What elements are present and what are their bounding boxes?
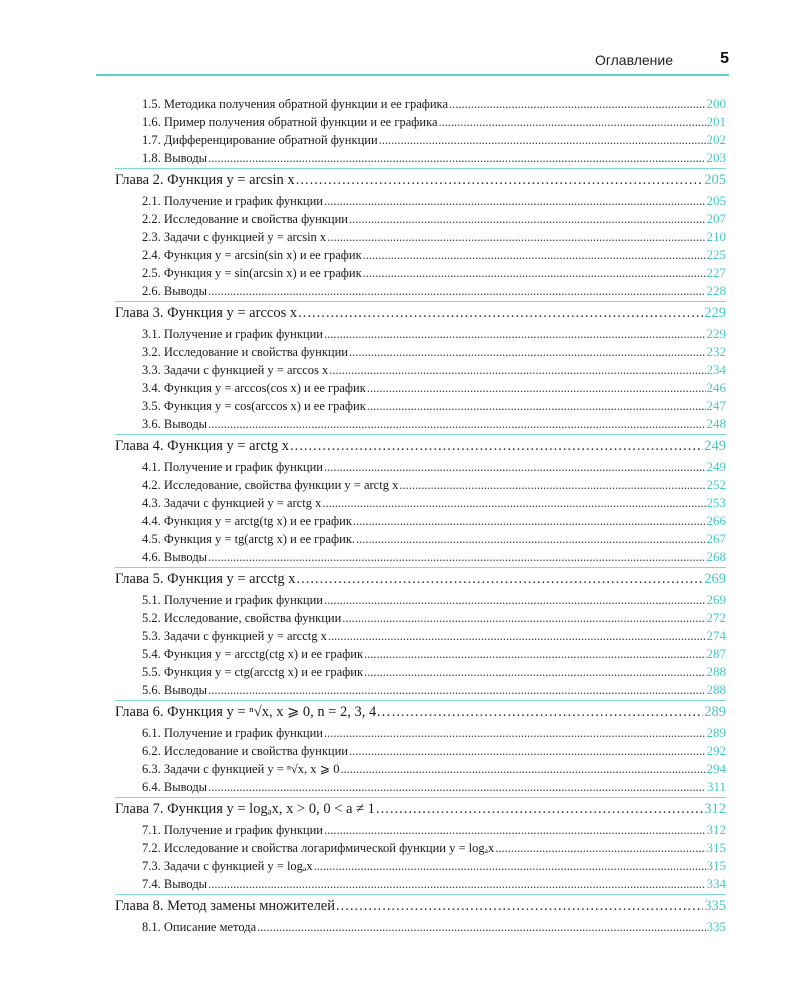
toc-chapter[interactable]: [115, 898, 726, 917]
toc-entry-page[interactable]: 200: [706, 96, 726, 111]
toc-entry-page[interactable]: 202: [706, 132, 726, 147]
toc-entry[interactable]: [142, 398, 726, 415]
leader-dots: [349, 345, 706, 360]
toc-chapter-page[interactable]: 229: [704, 305, 726, 321]
toc-entry-page[interactable]: 203: [706, 150, 726, 165]
toc-entry[interactable]: [142, 193, 726, 210]
toc-entry[interactable]: [142, 628, 726, 645]
toc-chapter-page[interactable]: 249: [704, 438, 726, 454]
toc-entry-label: 5.6. Выводы: [142, 683, 208, 697]
toc-entry-label: 4.6. Выводы: [142, 550, 208, 564]
leader-dots: [208, 284, 705, 299]
toc-entry-page[interactable]: 268: [706, 549, 726, 564]
toc-entry-page[interactable]: 315: [706, 840, 726, 855]
page-header: [96, 50, 729, 70]
toc-entry-page[interactable]: 229: [706, 326, 726, 341]
toc-entry-page[interactable]: 288: [706, 682, 726, 697]
toc-entry-label: 4.2. Исследование, свойства функции y = arctg x: [142, 478, 399, 492]
toc-chapter-label: Глава 3. Функция y = arccos x: [115, 305, 298, 321]
toc-entry-label: 1.7. Дифференцирование обратной функции: [142, 133, 378, 147]
leader-dots: [329, 363, 705, 378]
toc-entry-page[interactable]: 274: [706, 628, 726, 643]
toc-chapter-label: Глава 5. Функция y = arcctg x: [115, 571, 296, 587]
toc-entry-page[interactable]: 335: [706, 919, 726, 934]
toc-entry-page[interactable]: 269: [706, 592, 726, 607]
toc-entry-page[interactable]: 288: [706, 664, 726, 679]
leader-dots: [495, 841, 705, 856]
toc-chapter-page[interactable]: 289: [704, 704, 726, 720]
toc-entry-page[interactable]: 210: [706, 229, 726, 244]
leader-dots: [379, 133, 706, 148]
toc-entry-label: 3.5. Функция y = cos(arccos x) и ее график: [142, 399, 366, 413]
toc-entry-page[interactable]: 234: [706, 362, 726, 377]
leader-dots: [328, 629, 706, 644]
toc-entry[interactable]: [142, 247, 726, 264]
toc-chapter-label: Глава 7. Функция y = logₐx, x > 0, 0 < a ≠ 1: [115, 801, 375, 817]
toc-chapter[interactable]: [115, 571, 726, 590]
toc-entry-label: 1.8. Выводы: [142, 151, 208, 165]
leader-dots: [367, 381, 706, 396]
toc-entry-label: 5.5. Функция y = ctg(arcctg x) и ее график: [142, 665, 364, 679]
leader-dots: [208, 780, 706, 795]
leader-dots: [376, 801, 703, 818]
toc-entry-label: 1.5. Методика получения обратной функции и ее графика: [142, 97, 448, 111]
toc-entry-label: 5.3. Задачи с функцией y = arcctg x: [142, 629, 327, 643]
toc-entry-page[interactable]: 267: [706, 531, 726, 546]
toc-entry-label: 4.3. Задачи с функцией y = arctg x: [142, 496, 322, 510]
toc-entry-label: 3.2. Исследование и свойства функции: [142, 345, 348, 359]
leader-dots: [342, 611, 705, 626]
toc-entry-label: 2.3. Задачи с функцией y = arcsin x: [142, 230, 327, 244]
leader-dots: [356, 532, 705, 547]
toc-entry-label: 2.1. Получение и график функции: [142, 194, 323, 208]
toc-entry-page[interactable]: 247: [706, 398, 726, 413]
toc-entry-label: 3.6. Выводы: [142, 417, 208, 431]
chapter-divider: [115, 301, 726, 302]
leader-dots: [314, 859, 706, 874]
leader-dots: [208, 877, 705, 892]
leader-dots: [296, 172, 704, 189]
toc-entry[interactable]: [142, 822, 726, 839]
toc-chapter-label: Глава 8. Метод замены множителей: [115, 898, 336, 914]
toc-entry-label: 2.5. Функция y = sin(arcsin x) и ее график: [142, 266, 362, 280]
chapter-divider: [115, 894, 726, 895]
toc-entry[interactable]: [142, 743, 726, 760]
toc-entry[interactable]: [142, 531, 726, 548]
toc-entry-page[interactable]: 266: [706, 513, 726, 528]
leader-dots: [324, 726, 706, 741]
header-page-number: 5: [720, 50, 729, 67]
toc-entry[interactable]: [142, 646, 726, 663]
toc-entry[interactable]: [142, 344, 726, 361]
leader-dots: [327, 230, 705, 245]
toc-entry-label: 4.4. Функция y = arctg(tg x) и ее график: [142, 514, 352, 528]
toc-entry[interactable]: [142, 326, 726, 343]
toc-entry-label: 8.1. Описание метода: [142, 920, 257, 934]
leader-dots: [290, 438, 703, 455]
chapter-divider: [115, 434, 726, 435]
toc-entry-label: 4.1. Получение и график функции: [142, 460, 323, 474]
toc-entry-page[interactable]: 252: [706, 477, 726, 492]
toc-entry-page[interactable]: 227: [706, 265, 726, 280]
toc-entry-page[interactable]: 292: [706, 743, 726, 758]
leader-dots: [324, 327, 706, 342]
toc-entry[interactable]: [142, 761, 726, 778]
toc-entry-page[interactable]: 225: [706, 247, 726, 262]
toc-entry[interactable]: [142, 919, 726, 936]
toc-chapter[interactable]: [115, 305, 726, 324]
toc-entry[interactable]: [142, 362, 726, 379]
toc-entry-page[interactable]: 315: [706, 858, 726, 873]
toc-chapter-label: Глава 2. Функция y = arcsin x: [115, 172, 295, 188]
toc-chapter-label: Глава 6. Функция y = ⁿ√x, x ⩾ 0, n = 2, 3, 4…: [115, 704, 391, 720]
toc-entry-label: 2.4. Функция y = arcsin(sin x) и ее график: [142, 248, 362, 262]
toc-entry[interactable]: [142, 592, 726, 609]
chapter-divider: [115, 700, 726, 701]
toc-entry-page[interactable]: 207: [706, 211, 726, 226]
leader-dots: [399, 478, 705, 493]
leader-dots: [392, 704, 703, 721]
toc-entry-page[interactable]: 312: [706, 822, 726, 837]
leader-dots: [208, 417, 705, 432]
chapter-divider: [115, 567, 726, 568]
toc-entry[interactable]: [142, 416, 726, 433]
toc-entry[interactable]: [142, 779, 726, 796]
toc-entry[interactable]: [142, 211, 726, 228]
toc-entry-label: 3.4. Функция y = arccos(cos x) и ее график: [142, 381, 366, 395]
leader-dots: [349, 744, 706, 759]
toc-entry-page[interactable]: 228: [706, 283, 726, 298]
leader-dots: [324, 823, 706, 838]
toc-entry[interactable]: [142, 459, 726, 476]
toc-entry-label: 2.2. Исследование и свойства функции: [142, 212, 348, 226]
toc-entry-page[interactable]: 253: [706, 495, 726, 510]
toc-entry-page[interactable]: 311: [706, 779, 726, 794]
leader-dots: [363, 266, 706, 281]
toc-entry-page[interactable]: 294: [706, 761, 726, 776]
leader-dots: [336, 898, 703, 915]
toc-entry-label: 1.6. Пример получения обратной функции и ее графика: [142, 115, 438, 129]
leader-dots: [340, 762, 705, 777]
toc-chapter-page[interactable]: 205: [704, 172, 726, 188]
toc-entry[interactable]: [142, 858, 726, 875]
toc-entry-label: 7.3. Задачи с функцией y = logₐx: [142, 859, 313, 873]
toc-entry[interactable]: [142, 283, 726, 300]
toc-chapter[interactable]: [115, 172, 726, 191]
leader-dots: [208, 151, 705, 166]
toc-entry[interactable]: [142, 477, 726, 494]
toc-entry-label: 7.1. Получение и график функции: [142, 823, 323, 837]
leader-dots: [208, 550, 705, 565]
header-rule: [96, 74, 729, 76]
toc-entry-page[interactable]: 205: [706, 193, 726, 208]
leader-dots: [208, 683, 705, 698]
toc-entry-page[interactable]: 289: [706, 725, 726, 740]
toc-entry[interactable]: [142, 610, 726, 627]
toc-entry-label: 5.1. Получение и график функции: [142, 593, 323, 607]
toc-entry[interactable]: [142, 840, 726, 857]
toc-entry-label: 3.3. Задачи с функцией y = arccos x: [142, 363, 329, 377]
toc-entry-label: 2.6. Выводы: [142, 284, 208, 298]
leader-dots: [364, 647, 705, 662]
leader-dots: [363, 248, 706, 263]
toc-entry[interactable]: [142, 380, 726, 397]
toc-entry-label: 7.4. Выводы: [142, 877, 208, 891]
leader-dots: [364, 665, 705, 680]
toc-chapter-label: Глава 4. Функция y = arctg x: [115, 438, 290, 454]
leader-dots: [296, 571, 703, 588]
chapter-divider: [115, 797, 726, 798]
toc-entry-page[interactable]: 248: [706, 416, 726, 431]
toc-entry[interactable]: [142, 265, 726, 282]
toc-entry[interactable]: [142, 549, 726, 566]
toc-entry-label: 6.2. Исследование и свойства функции: [142, 744, 348, 758]
leader-dots: [257, 920, 705, 935]
header-title: Оглавление: [594, 52, 673, 68]
leader-dots: [449, 97, 706, 112]
leader-dots: [324, 593, 706, 608]
leader-dots: [349, 212, 706, 227]
toc-chapter-page[interactable]: 312: [704, 801, 726, 817]
toc-entry-label: 4.5. Функция y = tg(arctg x) и ее график.: [142, 532, 356, 546]
toc-entry[interactable]: [142, 682, 726, 699]
toc-entry[interactable]: [142, 513, 726, 530]
toc-entry-label: 5.2. Исследование, свойства функции: [142, 611, 342, 625]
chapter-divider: [115, 168, 726, 169]
toc-chapter[interactable]: [115, 704, 726, 723]
toc-entry-page[interactable]: 249: [706, 459, 726, 474]
toc-entry-page[interactable]: 334: [706, 876, 726, 891]
toc-entry-label: 7.2. Исследование и свойства логарифмической функции y = logₐx: [142, 841, 495, 855]
toc-entry-page[interactable]: 201: [706, 114, 726, 129]
toc-entry-page[interactable]: 272: [706, 610, 726, 625]
toc-chapter[interactable]: [115, 801, 726, 820]
toc-entry[interactable]: [142, 132, 726, 149]
toc-entry-page[interactable]: 232: [706, 344, 726, 359]
toc-entry-label: 6.4. Выводы: [142, 780, 208, 794]
toc-entry[interactable]: [142, 150, 726, 167]
leader-dots: [367, 399, 706, 414]
leader-dots: [353, 514, 706, 529]
toc-entry-page[interactable]: 287: [706, 646, 726, 661]
toc-entry[interactable]: [142, 876, 726, 893]
toc-entry[interactable]: [142, 114, 726, 131]
toc-entry-label: 6.3. Задачи с функцией y = ⁿ√x, x ⩾ 0: [142, 762, 340, 776]
toc-entry[interactable]: [142, 495, 726, 512]
toc-chapter-page[interactable]: 335: [704, 898, 726, 914]
toc-entry-label: 5.4. Функция y = arcctg(ctg x) и ее график: [142, 647, 364, 661]
toc-entry-page[interactable]: 246: [706, 380, 726, 395]
toc-chapter[interactable]: [115, 438, 726, 457]
leader-dots: [298, 305, 703, 322]
toc-entry[interactable]: [142, 664, 726, 681]
leader-dots: [324, 460, 706, 475]
leader-dots: [439, 115, 706, 130]
toc-entry[interactable]: [142, 96, 726, 113]
toc-entry[interactable]: [142, 725, 726, 742]
toc-chapter-page[interactable]: 269: [704, 571, 726, 587]
leader-dots: [324, 194, 706, 209]
toc-entry-label: 3.1. Получение и график функции: [142, 327, 323, 341]
toc-entry-label: 6.1. Получение и график функции: [142, 726, 323, 740]
leader-dots: [322, 496, 705, 511]
toc-entry[interactable]: [142, 229, 726, 246]
